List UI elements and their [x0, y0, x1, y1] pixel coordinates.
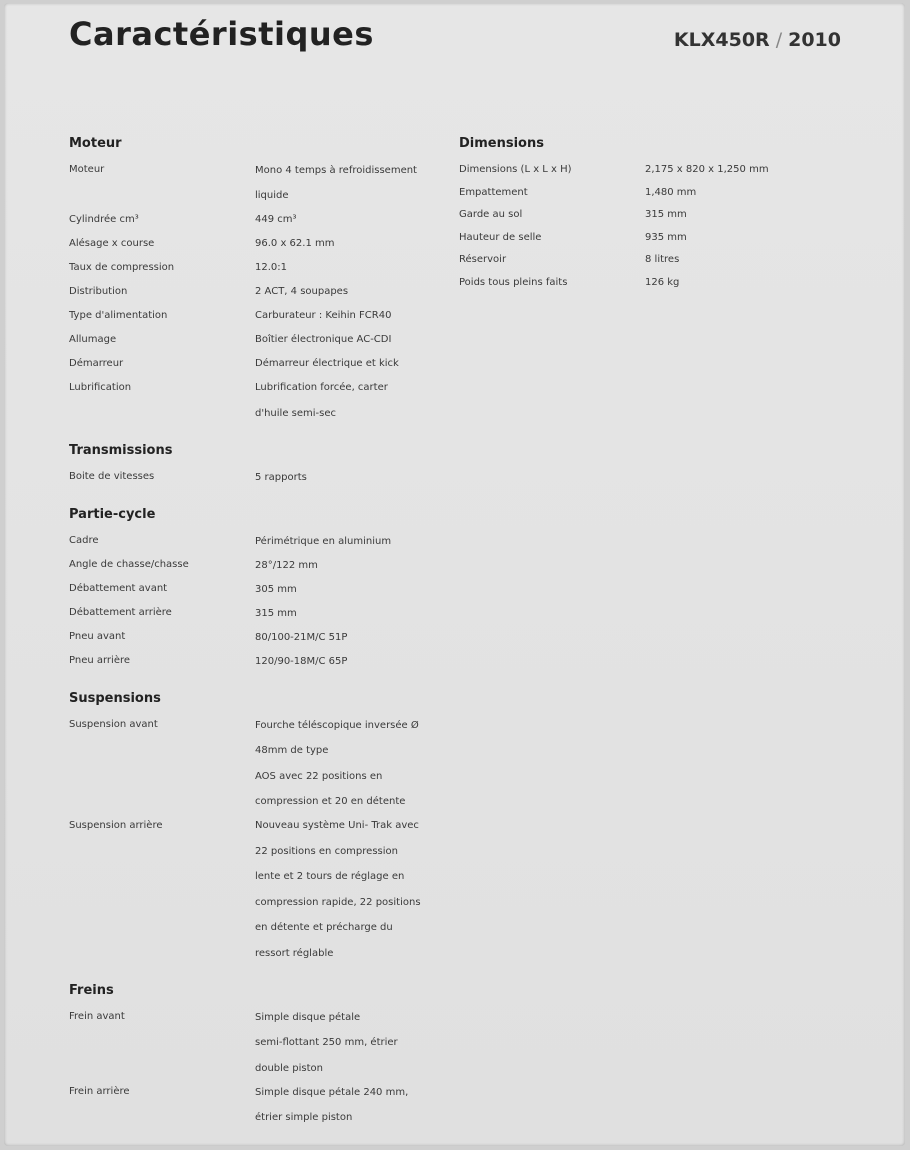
spec-value-line: 5 rapports [255, 471, 307, 483]
spec-row [69, 466, 429, 490]
spec-value-line: 2,175 x 820 x 1,250 mm [645, 164, 769, 175]
model-heading [674, 29, 841, 51]
spec-value [255, 1080, 429, 1131]
spec-value-line: Lubrification forcée, carter [255, 382, 388, 393]
section-heading: Freins [69, 983, 114, 998]
spec-value [645, 159, 859, 182]
spec-value [255, 351, 429, 377]
spec-value-line: 80/100-21M/C 51P [255, 631, 348, 643]
section-heading: Dimensions [459, 136, 544, 151]
section-moteur [69, 133, 429, 426]
spec-row [69, 329, 429, 353]
spec-value-line: 305 mm [255, 583, 297, 595]
spec-value [255, 649, 429, 675]
spec-value [255, 713, 429, 815]
spec-value [255, 375, 429, 426]
spec-value-line: 315 mm [255, 607, 297, 619]
spec-label: Pneu arrière [69, 655, 131, 666]
spec-value-line: double piston [255, 1062, 323, 1074]
spec-label: Empattement [459, 186, 528, 198]
spec-value [255, 327, 429, 353]
spec-label: Frein arrière [69, 1086, 130, 1097]
spec-value-line: liquide [255, 190, 289, 201]
spec-label: Allumage [69, 333, 117, 345]
spec-label: Dimensions (L x L x H) [459, 164, 572, 175]
spec-value-line: 315 mm [645, 209, 687, 220]
spec-row [69, 209, 429, 233]
model-year: 2010 [788, 29, 841, 51]
spec-value-line: AOS avec 22 positions en [255, 770, 383, 782]
spec-value [645, 227, 859, 250]
spec-row [459, 227, 859, 250]
spec-row [459, 159, 859, 182]
spec-label: Débattement avant [69, 583, 168, 594]
spec-row [69, 714, 429, 815]
spec-label: Démarreur [69, 357, 124, 369]
spec-row [459, 204, 859, 227]
spec-label: Pneu avant [69, 631, 126, 642]
spec-value-line: étrier simple piston [255, 1112, 353, 1123]
spec-label: Boite de vitesses [69, 471, 155, 482]
section-suspensions [69, 688, 429, 966]
spec-value-line: 449 cm³ [255, 214, 297, 225]
spec-label: Frein avant [69, 1011, 125, 1022]
spec-label: Angle de chasse/chasse [69, 559, 189, 570]
model-separator: / [775, 29, 783, 51]
spec-row [69, 159, 429, 209]
spec-row [69, 530, 429, 554]
spec-value-line: Simple disque pétale [255, 1011, 361, 1023]
spec-value [255, 279, 429, 305]
spec-label: Suspension arrière [69, 819, 163, 831]
spec-panel [4, 3, 905, 1146]
spec-row [69, 626, 429, 650]
spec-row [69, 377, 429, 427]
spec-value [255, 207, 429, 233]
spec-label: Poids tous pleins faits [459, 276, 568, 288]
spec-row [459, 249, 859, 272]
section-partie-cycle [69, 504, 429, 674]
spec-value-line: 935 mm [645, 231, 687, 243]
spec-value [255, 1005, 429, 1082]
spec-row [69, 305, 429, 329]
spec-value-line: en détente et précharge du [255, 922, 393, 933]
spec-label: Hauteur de selle [459, 231, 542, 243]
spec-row [69, 233, 429, 257]
section-heading: Partie-cycle [69, 507, 156, 522]
spec-value-line: compression et 20 en détente [255, 796, 406, 807]
spec-row [459, 182, 859, 205]
spec-value [255, 813, 429, 966]
spec-value-line: semi-flottant 250 mm, étrier [255, 1037, 398, 1048]
spec-label: Suspension avant [69, 719, 158, 730]
spec-value-line: Démarreur électrique et kick [255, 358, 399, 369]
spec-value [645, 249, 859, 272]
spec-value-line: 126 kg [645, 276, 680, 288]
spec-value-line: Carburateur : Keihin FCR40 [255, 310, 392, 321]
spec-row [69, 1081, 429, 1131]
spec-value-line: Mono 4 temps à refroidissement [255, 164, 417, 176]
spec-label: Débattement arrière [69, 607, 172, 618]
right-column [459, 133, 859, 308]
spec-value-line: 8 litres [645, 254, 680, 265]
spec-value-line: 12.0:1 [255, 262, 287, 273]
spec-value [255, 577, 429, 603]
spec-value-line: 96.0 x 62.1 mm [255, 238, 335, 249]
spec-row [69, 554, 429, 578]
spec-value-line: 48mm de type [255, 745, 329, 756]
spec-label: Garde au sol [459, 209, 523, 220]
section-heading: Suspensions [69, 691, 161, 706]
spec-value [255, 625, 429, 651]
spec-value-line: d'huile semi-sec [255, 407, 337, 419]
spec-value-line: compression rapide, 22 positions [255, 896, 421, 908]
spec-value [255, 601, 429, 627]
spec-label: Réservoir [459, 254, 507, 265]
page-title: Caractéristiques [69, 15, 374, 53]
spec-row [69, 578, 429, 602]
spec-value [255, 231, 429, 257]
spec-value-line: lente et 2 tours de réglage en [255, 871, 405, 882]
spec-value [255, 465, 429, 491]
spec-value [645, 204, 859, 227]
section-transmissions [69, 440, 429, 490]
section-heading: Moteur [69, 136, 122, 151]
spec-value-line: 1,480 mm [645, 186, 697, 198]
spec-value-line: Nouveau système Uni- Trak avec [255, 820, 419, 831]
section-dimensions [459, 133, 859, 294]
spec-label: Taux de compression [69, 261, 175, 273]
section-heading: Transmissions [69, 443, 173, 458]
spec-label: Lubrification [69, 381, 132, 393]
spec-value-line: Fourche téléscopique inversée Ø [255, 719, 419, 731]
spec-value-line: 120/90-18M/C 65P [255, 655, 348, 667]
spec-label: Cylindrée cm³ [69, 213, 139, 225]
spec-value [255, 158, 429, 209]
left-column [69, 133, 429, 1145]
spec-row [69, 281, 429, 305]
model-name: KLX450R [673, 29, 770, 51]
spec-value [255, 529, 429, 555]
spec-row [69, 815, 429, 967]
spec-row [69, 1006, 429, 1081]
spec-value-line: Simple disque pétale 240 mm, [255, 1086, 409, 1098]
spec-value [645, 272, 859, 295]
spec-label: Alésage x course [69, 237, 155, 249]
spec-row [459, 272, 859, 295]
spec-row [69, 650, 429, 674]
spec-value-line: 28°/122 mm [255, 559, 318, 571]
spec-value [255, 255, 429, 281]
spec-label: Moteur [69, 164, 105, 175]
spec-label: Distribution [69, 285, 128, 297]
spec-value-line: 22 positions en compression [255, 845, 398, 857]
spec-row [69, 257, 429, 281]
spec-value [255, 553, 429, 579]
spec-row [69, 353, 429, 377]
spec-value-line: 2 ACT, 4 soupapes [255, 286, 349, 297]
spec-value-line: Périmétrique en aluminium [255, 535, 392, 547]
spec-value-line: ressort réglable [255, 947, 334, 959]
spec-label: Type d'alimentation [69, 309, 168, 321]
spec-value-line: Boîtier électronique AC-CDI [255, 334, 392, 345]
section-freins [69, 980, 429, 1131]
spec-value [255, 303, 429, 329]
spec-label: Cadre [69, 535, 99, 546]
spec-value [645, 182, 859, 205]
spec-row [69, 602, 429, 626]
